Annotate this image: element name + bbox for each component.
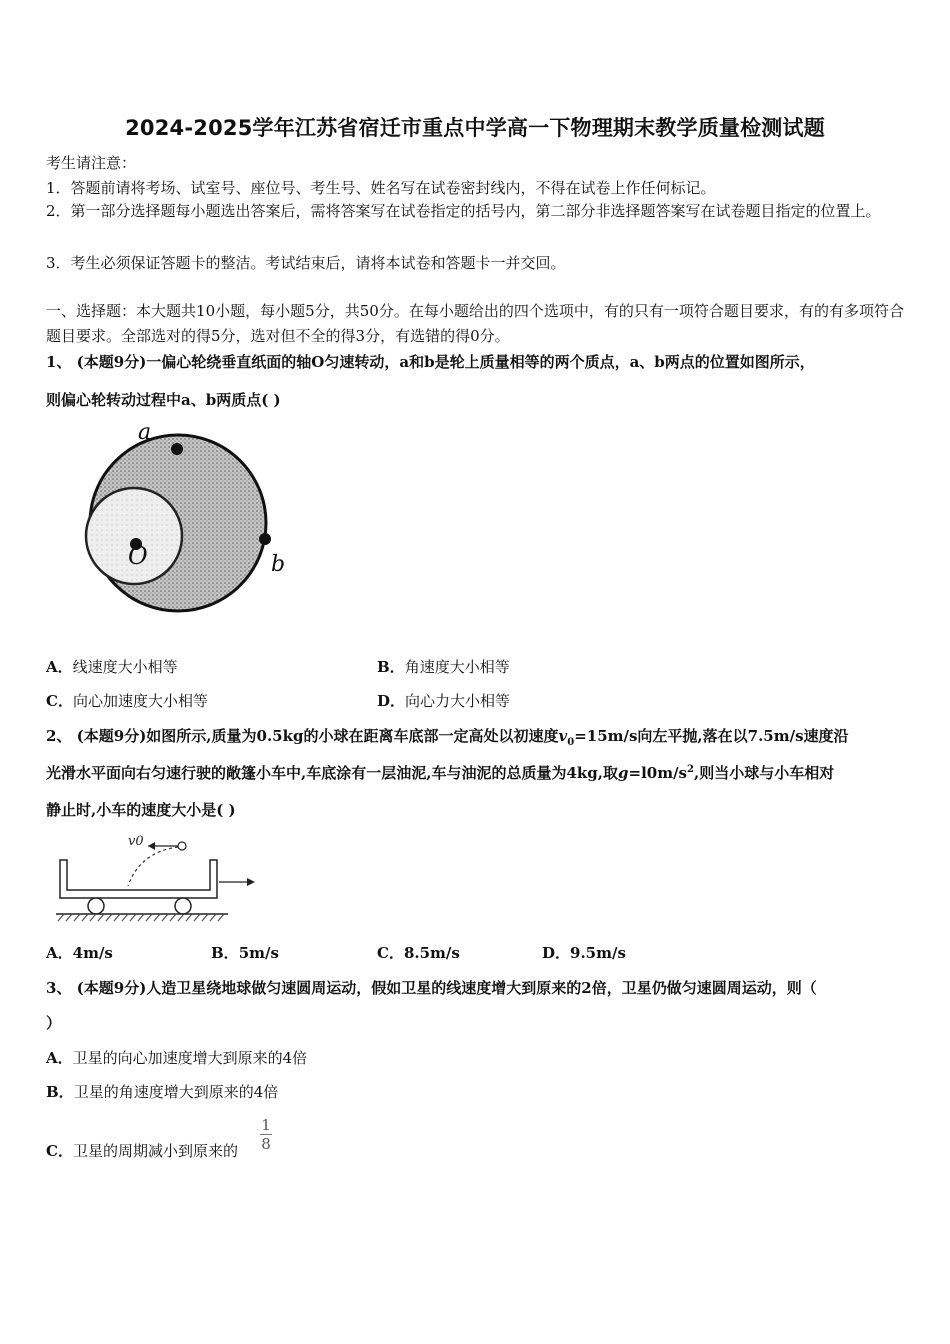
q3-option-a: [46, 1047, 307, 1068]
q3-option-b-text: 卫星的角速度增大到原来的4倍: [73, 1083, 279, 1101]
q3-option-c-letter: C．: [46, 1142, 73, 1160]
q2-option-b-letter: B．: [211, 944, 239, 962]
q2-option-b: [211, 942, 279, 963]
notice-item-2: 2．第一部分选择题每小题选出答案后，需将答案写在试卷指定的括号内，第二部分非选择题答案写在试卷题目指定的位置上。: [46, 202, 881, 220]
q3-stem-line2: ）: [46, 1014, 62, 1032]
q2-option-a: [46, 942, 113, 963]
ball: [178, 842, 186, 850]
q1-option-c-text: 向心加速度大小相等: [72, 692, 208, 710]
q3-option-b: [46, 1081, 278, 1102]
notice-item-3: 3．考生必须保证答题卡的整洁。考试结束后，请将本试卷和答题卡一并交回。: [46, 254, 566, 272]
q1-option-a-letter: A．: [46, 658, 73, 676]
q1-option-c-letter: C．: [46, 692, 73, 710]
q1-option-a: [46, 656, 178, 677]
q3-option-b-letter: B．: [46, 1083, 74, 1101]
q2-option-d: [542, 942, 626, 963]
left-wheel: [88, 898, 104, 914]
q1-option-a-text: 线速度大小相等: [72, 658, 178, 676]
q3-option-c-text: 卫星的周期减小到原来的: [72, 1142, 238, 1160]
right-wheel: [175, 898, 191, 914]
q2-g: g: [618, 764, 629, 782]
section-intro: 一、选择题：本大题共10小题，每小题5分，共50分。在每小题给出的四个选项中，有的只有一项符合题目要求，有的有多项符合题目要求。全部选对的得5分，选对但不全的得3分，有选错的得0分。: [46, 302, 904, 345]
notice-heading: 考生请注意：: [46, 154, 137, 172]
page-title: 2024-2025学年江苏省宿迁市重点中学高一下物理期末教学质量检测试题: [125, 116, 825, 140]
q1-option-d-text: 向心力大小相等: [405, 692, 511, 710]
q2-sup: 2: [687, 764, 694, 775]
q2-line2-a: 光滑水平面向右匀速行驶的敞篷小车中,车底涂有一层油泥,车与油泥的总质量为4kg,取: [46, 764, 618, 782]
label-o: O: [128, 542, 148, 570]
trajectory: [128, 847, 178, 886]
q1-option-d: [377, 690, 510, 711]
point-b: [259, 533, 271, 545]
v0-arrow-head: [148, 842, 155, 850]
q1-option-b-letter: B．: [377, 658, 405, 676]
q2-line2-b: =l0m/s: [628, 764, 687, 782]
q3-option-a-letter: A．: [46, 1049, 73, 1067]
point-a: [171, 443, 183, 455]
q3-option-c: [46, 1140, 238, 1161]
fraction-denominator: 8: [261, 1135, 271, 1153]
label-v0: v0: [128, 834, 144, 849]
q2-option-c: [377, 942, 460, 963]
label-a: a: [138, 420, 152, 445]
q2-option-a-letter: A．: [46, 944, 73, 962]
q2-v: v: [558, 727, 568, 745]
cart-figure: [52, 826, 262, 926]
q3-fraction: [259, 1116, 273, 1153]
q1-stem-line2: 则偏心轮转动过程中a、b两质点( ): [46, 391, 281, 409]
q2-line1-b: =15m/s向左平抛,落在以7.5m/s速度沿: [574, 727, 849, 745]
q2-stem-line2: [46, 762, 834, 783]
q1-option-c: [46, 690, 208, 711]
q3-stem-line1: 3、 (本题9分)人造卫星绕地球做匀速圆周运动，假如卫星的线速度增大到原来的2倍，卫星仍做匀速圆周运动，则（: [46, 979, 817, 997]
q2-v-sub: 0: [567, 737, 575, 748]
q1-option-b: [377, 656, 510, 677]
q1-option-b-text: 角速度大小相等: [404, 658, 510, 676]
q2-stem-line1: [46, 725, 849, 748]
q2-line1-a: 2、 (本题9分)如图所示,质量为0.5kg的小球在距离车底部一定高处以初速度: [46, 727, 559, 745]
q2-option-b-text: 5m/s: [238, 944, 279, 962]
q2-option-d-text: 9.5m/s: [570, 944, 626, 962]
q3-option-a-text: 卫星的向心加速度增大到原来的4倍: [72, 1049, 308, 1067]
q2-option-d-letter: D．: [542, 944, 571, 962]
ground-hatch: [58, 914, 224, 921]
notice-item-1: 1．答题前请将考场、试室号、座位号、考生号、姓名写在试卷密封线内，不得在试卷上作任何标记。: [46, 179, 716, 197]
q1-option-d-letter: D．: [377, 692, 406, 710]
q2-option-c-text: 8.5m/s: [403, 944, 460, 962]
q2-option-c-letter: C．: [377, 944, 404, 962]
q2-line2-c: ,则当小球与小车相对: [693, 764, 835, 782]
q2-option-a-text: 4m/s: [72, 944, 113, 962]
cart-body: [60, 860, 217, 898]
fraction-numerator: 1: [261, 1116, 271, 1134]
q1-stem-line1: 1、 (本题9分)一偏心轮绕垂直纸面的轴O匀速转动，a和b是轮上质量相等的两个质点，a、b两点的位置如图所示，: [46, 353, 815, 371]
q2-stem-line3: 静止时,小车的速度大小是( ): [46, 801, 236, 819]
eccentric-wheel-figure: [80, 418, 290, 628]
cart-arrow-head: [247, 878, 255, 886]
label-b: b: [271, 552, 286, 577]
